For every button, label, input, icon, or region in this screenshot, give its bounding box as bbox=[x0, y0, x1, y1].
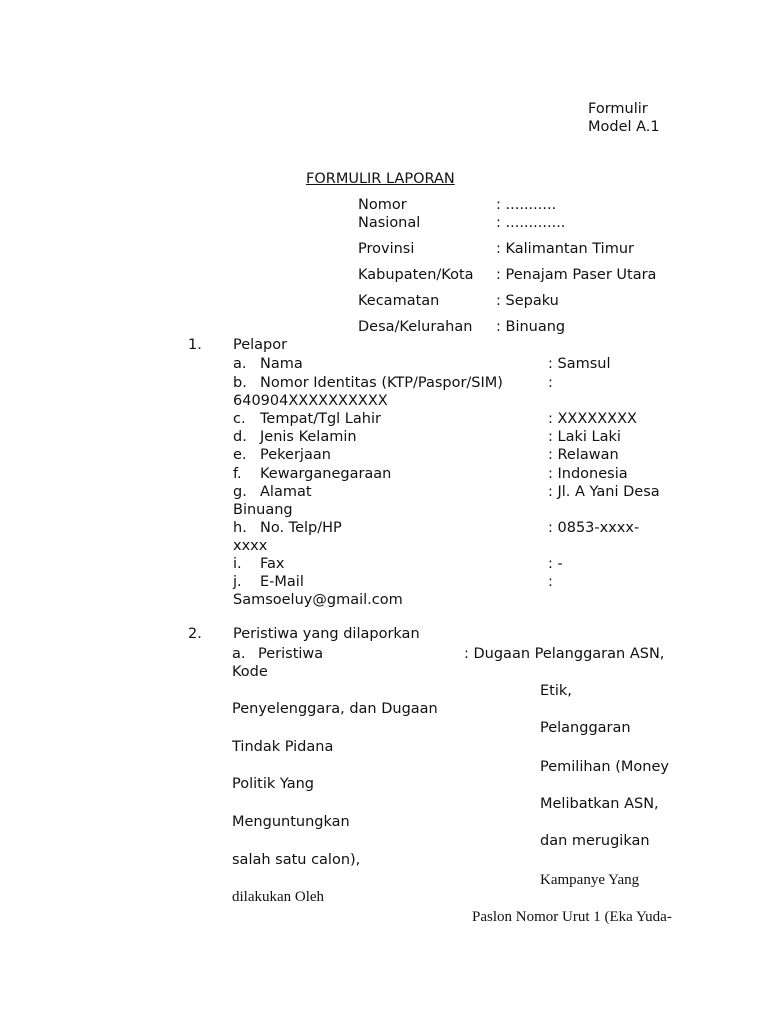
page-title: FORMULIR LAPORAN bbox=[306, 171, 455, 187]
item-h-value: : 0853-xxxx- bbox=[548, 520, 640, 536]
peristiwa-left-line: Penyelenggara, dan Dugaan bbox=[232, 701, 438, 717]
section2-heading: Peristiwa yang dilaporkan bbox=[233, 626, 420, 642]
header-value-provinsi: : Kalimantan Timur bbox=[496, 241, 634, 257]
item-h-label: No. Telp/HP bbox=[260, 520, 342, 536]
section1-heading: Pelapor bbox=[233, 337, 288, 353]
item-a-label: Nama bbox=[260, 356, 303, 372]
item-f-value: : Indonesia bbox=[548, 466, 628, 482]
section1-number: 1. bbox=[188, 337, 202, 353]
header-label-kabupaten: Kabupaten/Kota bbox=[358, 267, 474, 283]
peristiwa-letter: a. bbox=[232, 646, 246, 662]
item-d-label: Jenis Kelamin bbox=[260, 429, 357, 445]
item-e-label: Pekerjaan bbox=[260, 447, 331, 463]
item-d-letter: d. bbox=[233, 429, 247, 445]
peristiwa-value: : Dugaan Pelanggaran ASN, bbox=[464, 646, 665, 662]
header-label-provinsi: Provinsi bbox=[358, 241, 415, 257]
peristiwa-right-line: Pelanggaran bbox=[540, 720, 631, 736]
item-e-letter: e. bbox=[233, 447, 247, 463]
section2-number: 2. bbox=[188, 626, 202, 642]
form-model-line1: Formulir bbox=[588, 101, 648, 117]
peristiwa-left-line: Kode bbox=[232, 664, 268, 680]
peristiwa-right-line: Paslon Nomor Urut 1 (Eka Yuda- bbox=[472, 909, 672, 925]
item-g-label: Alamat bbox=[260, 484, 312, 500]
peristiwa-left-line: dilakukan Oleh bbox=[232, 889, 325, 905]
header-label-nasional: Nasional bbox=[358, 215, 421, 231]
peristiwa-label: Peristiwa bbox=[258, 646, 324, 662]
item-j-letter: j. bbox=[233, 574, 242, 590]
header-value-nasional: : ............. bbox=[496, 215, 566, 231]
item-j-wrap: Samsoeluy@gmail.com bbox=[233, 592, 403, 608]
item-h-wrap: xxxx bbox=[233, 538, 268, 554]
item-g-wrap: Binuang bbox=[233, 502, 293, 518]
peristiwa-left-line: Menguntungkan bbox=[232, 814, 350, 830]
item-c-value: : XXXXXXXX bbox=[548, 411, 637, 427]
peristiwa-right-line: Melibatkan ASN, bbox=[540, 796, 659, 812]
header-label-kecamatan: Kecamatan bbox=[358, 293, 440, 309]
item-a-value: : Samsul bbox=[548, 356, 611, 372]
item-j-value: : bbox=[548, 574, 553, 590]
peristiwa-right-line: Pemilihan (Money bbox=[540, 759, 669, 775]
peristiwa-left-line: salah satu calon), bbox=[232, 852, 361, 868]
item-c-letter: c. bbox=[233, 411, 246, 427]
header-label-desa: Desa/Kelurahan bbox=[358, 319, 473, 335]
peristiwa-right-line: Kampanye Yang bbox=[540, 872, 640, 888]
item-b-wrap: 640904XXXXXXXXXX bbox=[233, 393, 388, 409]
item-g-value: : Jl. A Yani Desa bbox=[548, 484, 660, 500]
item-d-value: : Laki Laki bbox=[548, 429, 621, 445]
item-e-value: : Relawan bbox=[548, 447, 619, 463]
item-g-letter: g. bbox=[233, 484, 247, 500]
header-value-kecamatan: : Sepaku bbox=[496, 293, 559, 309]
item-h-letter: h. bbox=[233, 520, 247, 536]
item-b-letter: b. bbox=[233, 375, 247, 391]
item-f-letter: f. bbox=[233, 466, 242, 482]
item-j-label: E-Mail bbox=[260, 574, 304, 590]
peristiwa-right-line: dan merugikan bbox=[540, 833, 650, 849]
header-label-nomor: Nomor bbox=[358, 197, 407, 213]
item-a-letter: a. bbox=[233, 356, 247, 372]
item-i-label: Fax bbox=[260, 556, 285, 572]
header-value-desa: : Binuang bbox=[496, 319, 566, 335]
peristiwa-left-line: Politik Yang bbox=[232, 776, 315, 792]
form-model-line2: Model A.1 bbox=[588, 119, 660, 135]
item-i-value: : - bbox=[548, 556, 563, 572]
item-c-label: Tempat/Tgl Lahir bbox=[260, 411, 381, 427]
header-value-kabupaten: : Penajam Paser Utara bbox=[496, 267, 657, 283]
item-f-label: Kewarganegaraan bbox=[260, 466, 392, 482]
item-b-value: : bbox=[548, 375, 553, 391]
peristiwa-left-line: Tindak Pidana bbox=[232, 739, 334, 755]
peristiwa-right-line: Etik, bbox=[540, 683, 572, 699]
item-i-letter: i. bbox=[233, 556, 242, 572]
header-value-nomor: : ........... bbox=[496, 197, 557, 213]
item-b-label: Nomor Identitas (KTP/Paspor/SIM) bbox=[260, 375, 503, 391]
